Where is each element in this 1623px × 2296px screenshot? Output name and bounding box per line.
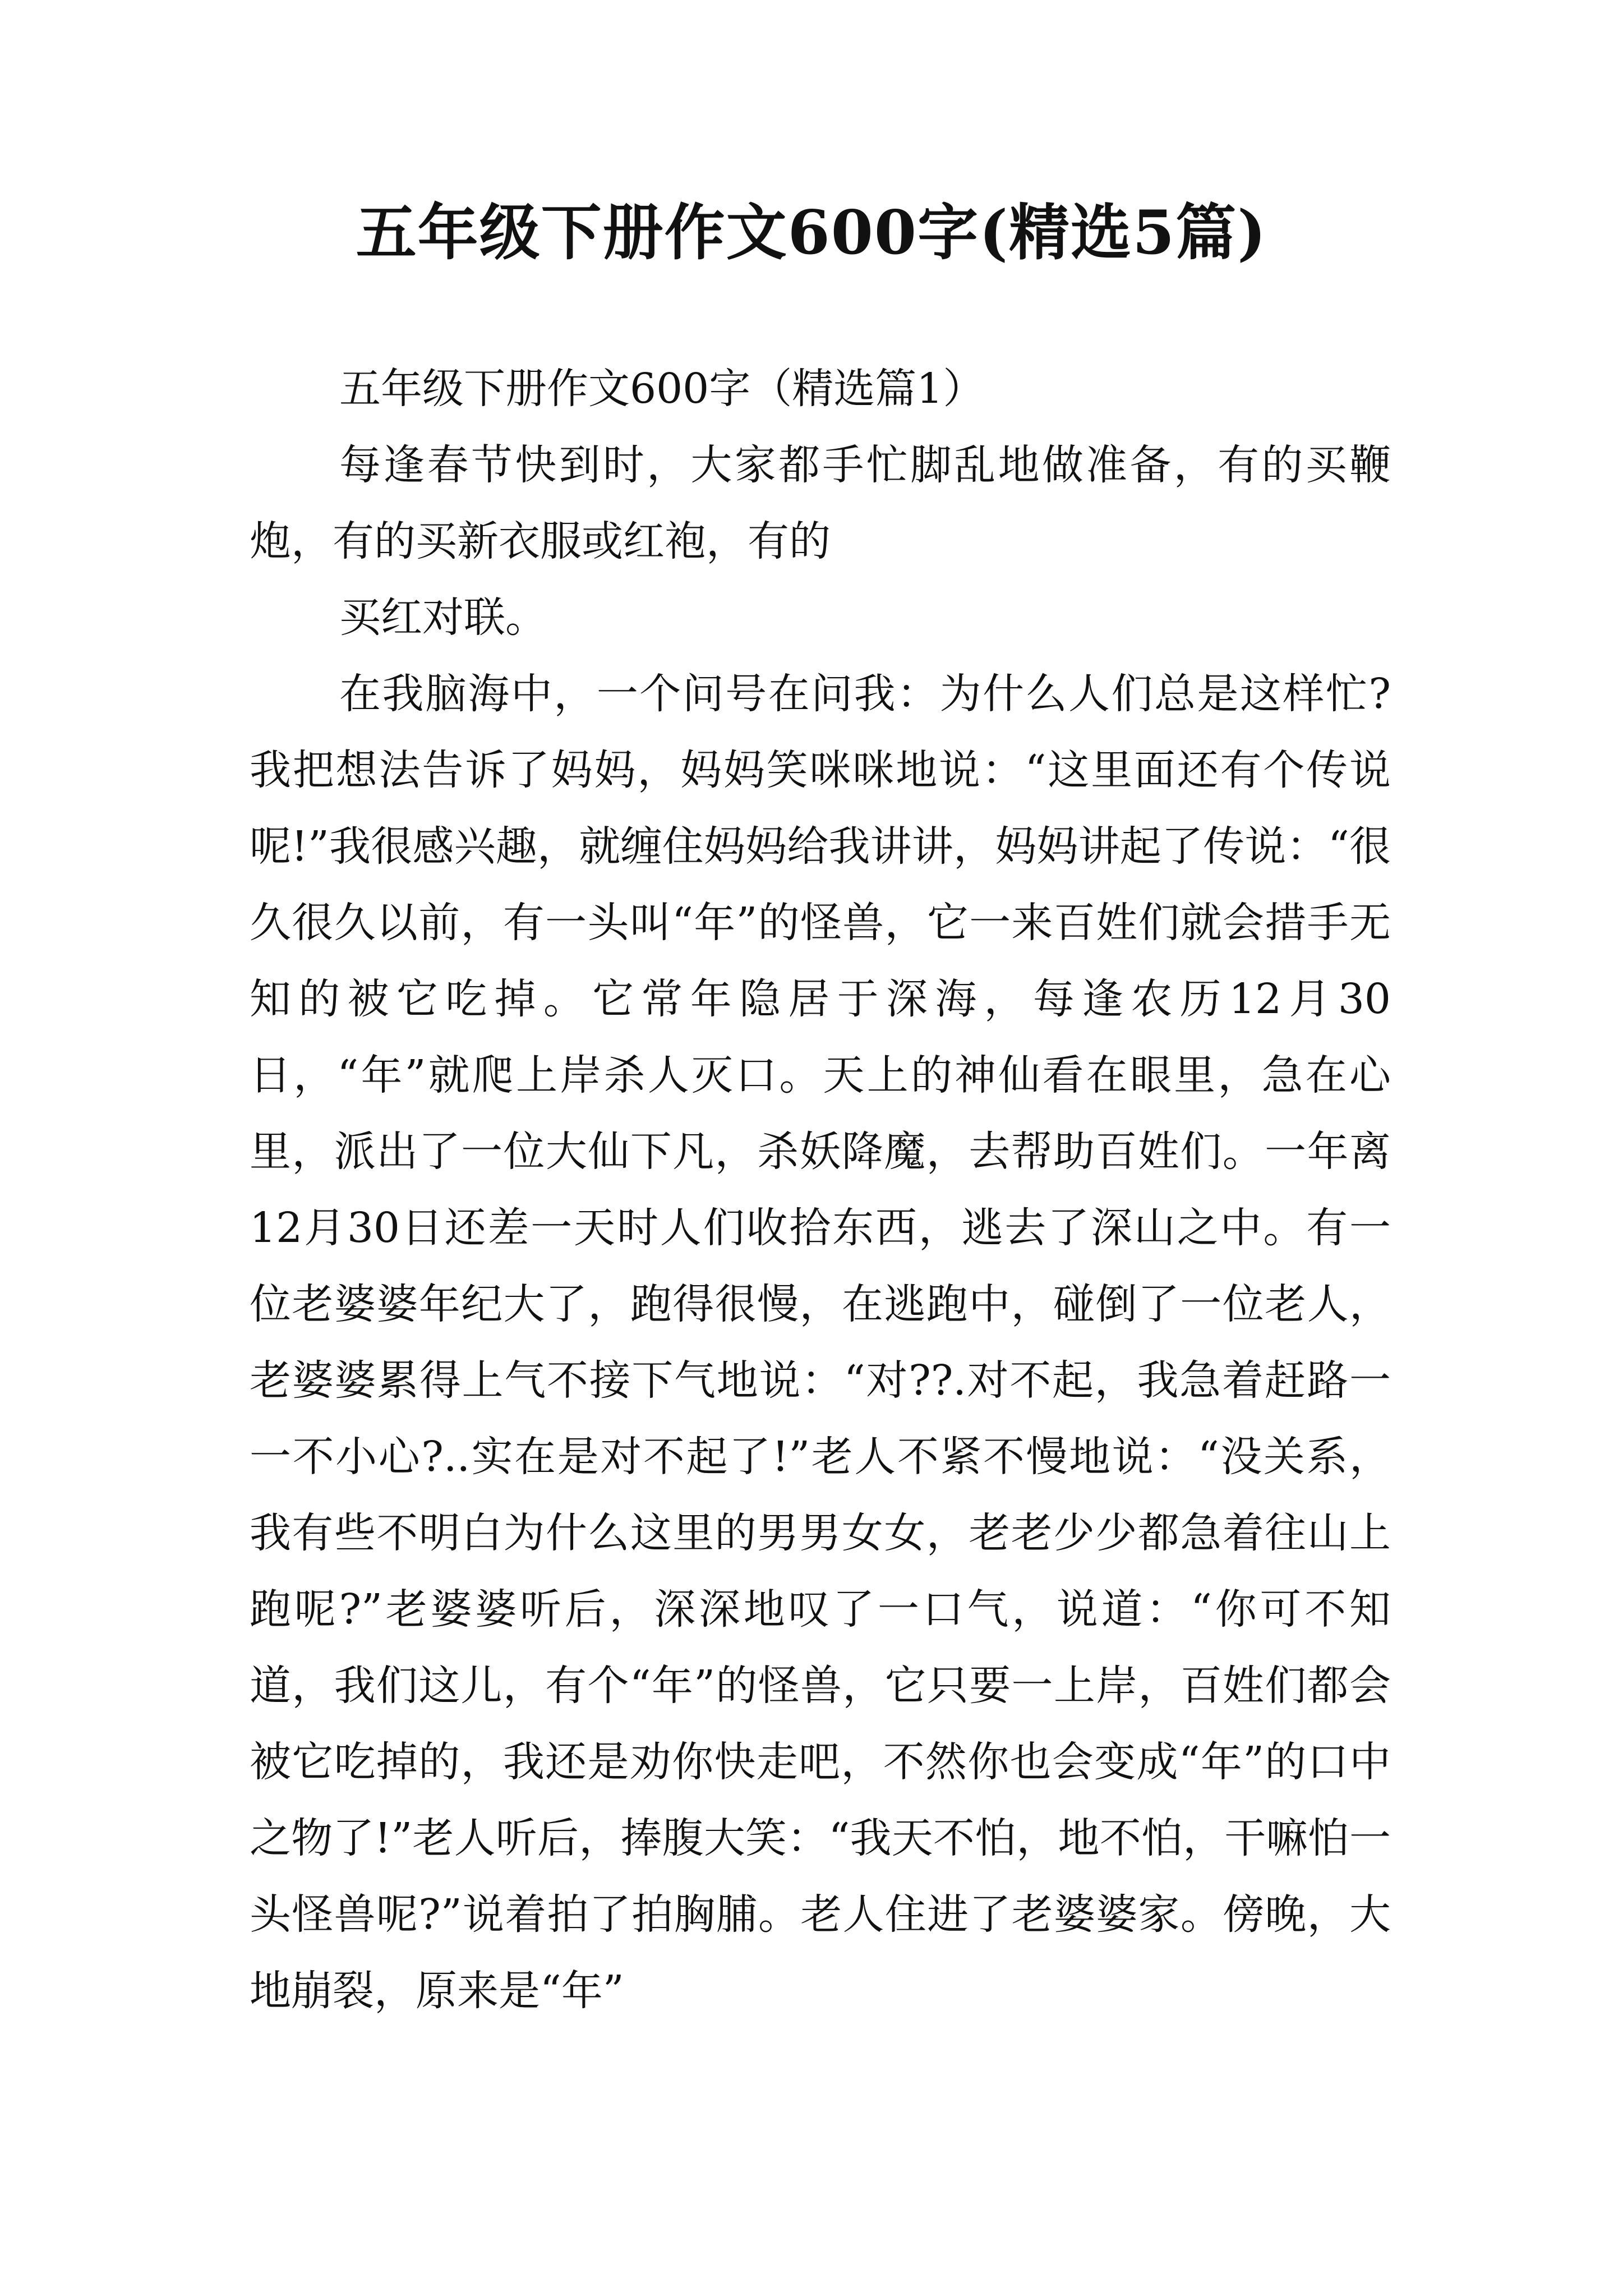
section-heading: 五年级下册作文600字（精选篇1） xyxy=(339,365,985,413)
document-title: 五年级下册作文600字(精选5篇) xyxy=(356,197,1267,268)
paragraph: 每逢春节快到时，大家都手忙脚乱地做准备，有的买鞭炮，有的买新衣服或红袍，有的 xyxy=(250,441,1391,565)
document-body xyxy=(250,351,1391,2029)
paragraph: 买红对联。 xyxy=(339,593,547,642)
paragraph: 在我脑海中，一个问号在问我：为什么人们总是这样忙?我把想法告诉了妈妈，妈妈笑咪咪地说：“这里面还有个传说呢!”我很感兴趣，就缠住妈妈给我讲讲，妈妈讲起了传说：“很久很久以前，有一头叫“年”的怪兽，它一来百姓们就会措手无知的被它吃掉。它常年隐居于深海，每逢农历12月30日，“年”就爬上岸杀人灭口。天上的神仙看在眼里，急在心里，派出了一位大仙下凡，杀妖降魔，去帮助百姓们。一年离12月30日还差一天时人们收拾东西，逃去了深山之中。有一位老婆婆年纪大了，跑得很慢，在逃跑中，碰倒了一位老人，老婆婆累得上气不接下气地说：“对??.对不起，我急着赶路一一不小心?..实在是对不起了!”老人不紧不慢地说：“没关系，我有些不明白为什么这里的男男女女，老老少少都急着往山上跑呢?”老婆婆听后，深深地叹了一口气，说道：“你可不知道，我们这儿，有个“年”的怪兽，它只要一上岸，百姓们都会被它吃掉的，我还是劝你快走吧，不然你也会变成“年”的口中之物了!”老人听后，捧腹大笑：“我天不怕，地不怕，干嘛怕一头怪兽呢?”说着拍了拍胸脯。老人住进了老婆婆家。傍晚，大地崩裂，原来是“年” xyxy=(250,670,1391,2015)
